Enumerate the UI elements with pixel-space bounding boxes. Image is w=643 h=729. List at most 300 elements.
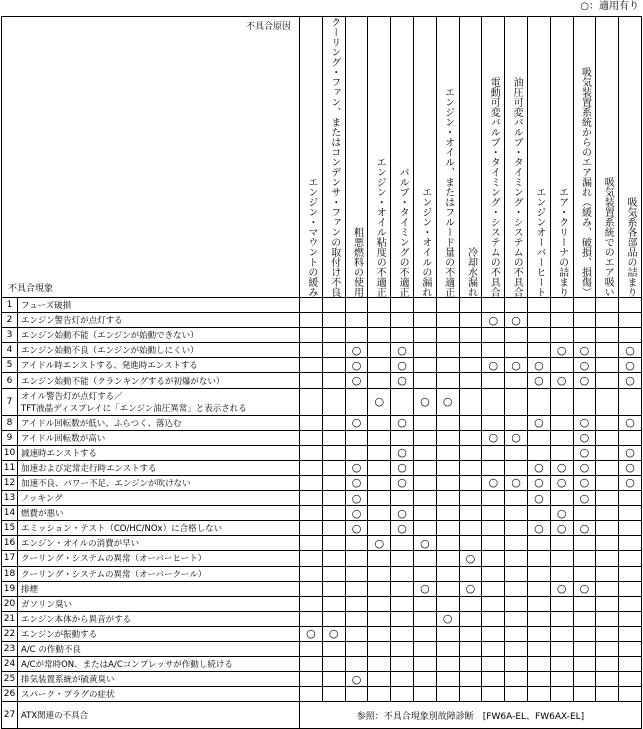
applicable-mark: ○ [482,358,505,373]
applicability-cell [505,596,528,611]
symptom-cell: アイドル回転数が低い、ふらつく、落込む [18,415,300,430]
applicability-cell [345,328,368,343]
applicable-mark: ○ [619,445,642,460]
applicability-cell [413,445,436,460]
applicability-cell [550,430,573,445]
applicability-cell [505,343,528,358]
symptom-cell: 燃費が悪い [18,506,300,521]
applicable-mark: ○ [573,475,596,490]
applicable-mark: ○ [619,415,642,430]
applicability-cell [300,460,323,475]
applicability-cell [391,388,414,415]
applicability-cell [482,657,505,672]
applicable-mark: ○ [550,343,573,358]
applicability-cell [505,521,528,536]
applicability-cell [436,566,459,581]
applicability-cell [300,491,323,506]
applicability-cell [322,430,345,445]
applicable-mark: ○ [527,521,550,536]
applicability-cell [459,373,482,388]
cause-header-12 [550,17,573,298]
row-number: 5 [2,358,18,373]
applicability-cell [459,687,482,702]
applicability-cell [573,626,596,641]
applicability-cell [436,551,459,566]
applicability-cell [482,491,505,506]
applicable-mark: ○ [505,475,528,490]
applicability-cell [368,415,391,430]
symptom-cell: エミッション・テスト（CO/HC/NOx）に合格しない [18,521,300,536]
applicability-cell [322,358,345,373]
symptom-cell: スパーク・プラグの症状 [18,687,300,702]
applicability-cell [550,298,573,313]
row-number: 15 [2,521,18,536]
applicability-cell [436,373,459,388]
applicability-cell [550,328,573,343]
applicability-cell [300,581,323,596]
applicability-cell [596,373,619,388]
row-number: 19 [2,581,18,596]
applicability-cell [322,521,345,536]
cause-header-label: 不具合原因 [245,22,291,32]
applicability-cell [322,657,345,672]
applicability-cell [596,521,619,536]
applicable-mark: ○ [527,373,550,388]
applicability-cell [322,596,345,611]
applicability-cell [322,491,345,506]
applicability-cell [482,460,505,475]
row-number: 27 [2,702,18,729]
cause-header-3 [345,17,368,298]
applicability-cell [482,521,505,536]
symptom-cell: ガソリン臭い [18,596,300,611]
applicable-mark: ○ [619,343,642,358]
row-number: 22 [2,626,18,641]
applicability-cell [413,626,436,641]
applicability-cell [573,551,596,566]
applicability-cell [505,373,528,388]
table-row [2,313,642,328]
applicability-cell [300,445,323,460]
cause-header-1 [300,17,323,298]
applicability-cell [345,581,368,596]
table-row [2,702,642,729]
applicability-cell [368,687,391,702]
applicability-cell [596,358,619,373]
cause-header-8 [459,17,482,298]
applicable-mark: ○ [459,581,482,596]
cause-label: 冷却水漏れ [465,247,477,297]
applicability-cell [505,298,528,313]
applicability-cell [300,611,323,626]
table-row [2,581,642,596]
applicable-mark: ○ [482,313,505,328]
applicable-mark: ○ [527,491,550,506]
applicable-mark: ○ [391,445,414,460]
applicable-mark: ○ [413,388,436,415]
applicable-mark: ○ [391,415,414,430]
applicability-cell [619,551,642,566]
applicable-mark: ○ [619,460,642,475]
applicability-cell [459,491,482,506]
applicability-cell [322,298,345,313]
applicability-cell [550,551,573,566]
applicability-cell [596,313,619,328]
legend: ○：適用有り [580,1,639,12]
applicability-cell [482,445,505,460]
applicable-mark: ○ [345,521,368,536]
applicability-cell [459,343,482,358]
cause-label: クーリング・ファン、またはコンデンサ・ファンの取付け不良 [328,17,340,297]
cause-header-14 [596,17,619,298]
row-number: 16 [2,536,18,551]
applicability-cell [482,596,505,611]
table-row [2,611,642,626]
row-number: 17 [2,551,18,566]
applicability-cell [436,687,459,702]
applicability-cell [436,460,459,475]
symptom-cell: 加速不良、パワー不足、エンジンが吹けない [18,475,300,490]
applicability-cell [368,626,391,641]
applicability-cell [459,430,482,445]
applicability-cell [573,672,596,687]
applicability-cell [391,687,414,702]
applicability-cell [413,460,436,475]
applicability-cell [300,641,323,656]
cause-header-5 [391,17,414,298]
row-number: 8 [2,415,18,430]
cause-label: 粗悪燃料の使用 [351,227,363,297]
cause-label: 電動可変バルブ・タイミング・システムの不具合 [488,77,500,297]
applicability-cell [413,415,436,430]
row-number: 4 [2,343,18,358]
symptom-cell: ATX関連の不具合 [18,702,300,729]
applicability-cell [436,491,459,506]
applicability-cell [368,298,391,313]
applicability-cell [300,506,323,521]
applicability-cell [413,566,436,581]
cause-header-13 [573,17,596,298]
applicability-cell [573,641,596,656]
cause-label: 吸気装置系統からのエア漏れ（緩み、破損、損傷） [579,67,591,297]
applicability-cell [391,566,414,581]
applicability-cell [413,611,436,626]
applicability-cell [300,596,323,611]
cause-label: エンジン・オイルの漏れ [419,187,431,297]
applicability-cell [573,328,596,343]
applicability-cell [300,551,323,566]
row-number: 7 [2,388,18,415]
applicability-cell [505,551,528,566]
applicable-mark: ○ [573,460,596,475]
symptom-cell: エンジン始動不能（エンジンが始動できない） [18,328,300,343]
applicability-cell [573,388,596,415]
applicable-mark: ○ [391,521,414,536]
cause-header-6 [413,17,436,298]
applicability-cell [596,460,619,475]
cause-header-2 [322,17,345,298]
applicability-cell [596,626,619,641]
table-row [2,521,642,536]
applicability-cell [459,475,482,490]
applicability-cell [436,581,459,596]
applicable-mark: ○ [345,373,368,388]
applicability-cell [345,657,368,672]
cause-label: 油圧可変バルブ・タイミング・システムの不具合 [511,77,523,297]
cause-label: バルブ・タイミングの不適正 [397,167,409,297]
applicability-cell [413,687,436,702]
applicable-mark: ○ [391,506,414,521]
applicability-cell [368,611,391,626]
applicability-cell [300,430,323,445]
applicable-mark: ○ [527,475,550,490]
applicability-cell [573,298,596,313]
applicable-mark: ○ [573,343,596,358]
applicability-cell [596,536,619,551]
applicability-cell [596,581,619,596]
table-body [2,298,642,729]
applicability-cell [573,596,596,611]
applicability-cell [459,388,482,415]
applicable-mark: ○ [300,626,323,641]
applicability-cell [368,506,391,521]
applicability-cell [345,641,368,656]
applicability-cell [413,358,436,373]
table-row [2,358,642,373]
cause-header-9 [482,17,505,298]
symptom-cell: 加速および定常走行時エンストする [18,460,300,475]
row-number: 2 [2,313,18,328]
applicable-mark: ○ [550,581,573,596]
applicability-cell [550,672,573,687]
applicable-mark: ○ [573,415,596,430]
applicability-cell [322,475,345,490]
applicability-cell [391,313,414,328]
applicability-cell [482,611,505,626]
applicability-cell [550,358,573,373]
applicability-cell [505,506,528,521]
row-number: 11 [2,460,18,475]
applicability-cell [596,415,619,430]
applicability-cell [619,536,642,551]
applicable-mark: ○ [368,388,391,415]
applicable-mark: ○ [573,445,596,460]
row-number: 24 [2,657,18,672]
applicability-cell [619,596,642,611]
row-number: 21 [2,611,18,626]
applicable-mark: ○ [573,581,596,596]
applicable-mark: ○ [413,581,436,596]
applicability-cell [527,313,550,328]
applicability-cell [459,611,482,626]
symptom-cell: エンジン始動不良（エンジンが始動しにくい） [18,343,300,358]
applicability-cell [619,521,642,536]
applicability-cell [482,581,505,596]
applicability-cell [391,581,414,596]
symptom-line-1: オイル警告灯が点灯する／ [21,391,123,402]
applicability-cell [459,415,482,430]
applicable-mark: ○ [505,430,528,445]
applicability-cell [482,388,505,415]
applicability-cell [322,566,345,581]
applicability-cell [322,445,345,460]
applicability-cell [550,445,573,460]
row-number: 6 [2,373,18,388]
applicability-cell [436,657,459,672]
applicability-cell [391,611,414,626]
symptom-cell: 減速時エンストする [18,445,300,460]
applicability-cell [459,657,482,672]
applicability-cell [482,641,505,656]
applicability-cell [391,430,414,445]
applicability-cell [322,687,345,702]
applicability-cell [391,551,414,566]
applicability-cell [345,611,368,626]
applicability-cell [436,641,459,656]
cause-label: エア・クリーナの詰まり [556,187,568,297]
table-row [2,626,642,641]
applicability-cell [527,687,550,702]
applicability-cell [482,506,505,521]
applicability-cell [322,343,345,358]
applicability-cell [573,687,596,702]
cause-header-11 [527,17,550,298]
applicability-cell [368,313,391,328]
applicability-cell [596,506,619,521]
applicability-cell [413,521,436,536]
symptom-cell [18,388,300,415]
applicability-cell [505,460,528,475]
table-row [2,491,642,506]
symptom-cell: エンジン始動不能（クランキングするが初爆がない） [18,373,300,388]
applicability-cell [413,313,436,328]
applicability-cell [459,641,482,656]
applicability-cell [596,298,619,313]
applicable-mark: ○ [550,460,573,475]
applicability-cell [300,388,323,415]
table-row [2,566,642,581]
applicability-cell [322,641,345,656]
applicability-cell [345,551,368,566]
applicability-cell [368,657,391,672]
row-number: 12 [2,475,18,490]
applicability-cell [505,566,528,581]
cause-header-4 [368,17,391,298]
applicable-mark: ○ [436,388,459,415]
cause-label: エンジン・マウントの緩み [305,177,317,297]
applicable-mark: ○ [345,415,368,430]
applicability-cell [436,521,459,536]
applicability-cell [596,343,619,358]
applicability-cell [527,430,550,445]
applicability-cell [482,343,505,358]
cause-label: 吸気装置系統でのエア吸い [602,177,614,297]
applicability-cell [482,328,505,343]
applicability-cell [505,491,528,506]
corner-header [2,17,300,298]
applicability-cell [619,506,642,521]
applicability-cell [459,672,482,687]
table-row [2,551,642,566]
applicable-mark: ○ [505,358,528,373]
row-number: 14 [2,506,18,521]
applicability-cell [573,657,596,672]
applicability-cell [459,521,482,536]
row-number: 25 [2,672,18,687]
applicability-cell [573,536,596,551]
applicability-cell [345,687,368,702]
applicability-cell [619,611,642,626]
symptom-cell: エンジン・オイルの消費が早い [18,536,300,551]
applicability-cell [368,373,391,388]
cause-label: エンジンオーバーヒート [533,187,545,297]
applicability-cell [459,328,482,343]
applicability-cell [413,328,436,343]
applicable-mark: ○ [550,506,573,521]
cause-header-10 [505,17,528,298]
applicability-cell [527,657,550,672]
applicability-cell [459,566,482,581]
applicability-cell [391,536,414,551]
applicability-cell [482,298,505,313]
symptom-line-2: TFT液晶ディスプレイに「エンジン油圧異常」と表示される [21,403,247,414]
applicable-mark: ○ [345,475,368,490]
applicability-cell [345,566,368,581]
applicability-cell [596,328,619,343]
applicability-cell [550,626,573,641]
row-number: 26 [2,687,18,702]
applicability-cell [300,328,323,343]
applicability-cell [573,313,596,328]
applicability-cell [368,672,391,687]
applicability-cell [391,491,414,506]
applicable-mark: ○ [550,373,573,388]
applicability-cell [527,445,550,460]
applicability-cell [596,475,619,490]
applicability-cell [300,313,323,328]
applicability-cell [527,551,550,566]
symptom-cell: アイドル回転数が高い [18,430,300,445]
applicability-cell [596,388,619,415]
applicability-cell [505,641,528,656]
applicability-cell [368,358,391,373]
applicability-cell [300,521,323,536]
applicability-cell [573,611,596,626]
table-row [2,373,642,388]
applicability-cell [436,626,459,641]
applicability-cell [619,388,642,415]
applicability-cell [368,491,391,506]
reference-note: 参照：不具合現象別故障診断 [FW6A-EL、FW6AX-EL] [300,702,642,729]
applicability-cell [459,626,482,641]
applicability-cell [596,551,619,566]
symptom-cell: フューズ破損 [18,298,300,313]
applicable-mark: ○ [573,430,596,445]
applicability-cell [550,491,573,506]
applicable-mark: ○ [619,373,642,388]
row-number: 23 [2,641,18,656]
applicability-cell [527,343,550,358]
applicability-cell [619,672,642,687]
table-row [2,657,642,672]
applicability-cell [368,566,391,581]
applicability-cell [505,388,528,415]
cause-header-15 [619,17,642,298]
symptom-cell: アイドル時エンストする、発進時エンストする [18,358,300,373]
cause-label: エンジン・オイル、またはフルード量の不適正 [442,87,454,297]
applicable-mark: ○ [436,611,459,626]
applicability-cell [459,298,482,313]
